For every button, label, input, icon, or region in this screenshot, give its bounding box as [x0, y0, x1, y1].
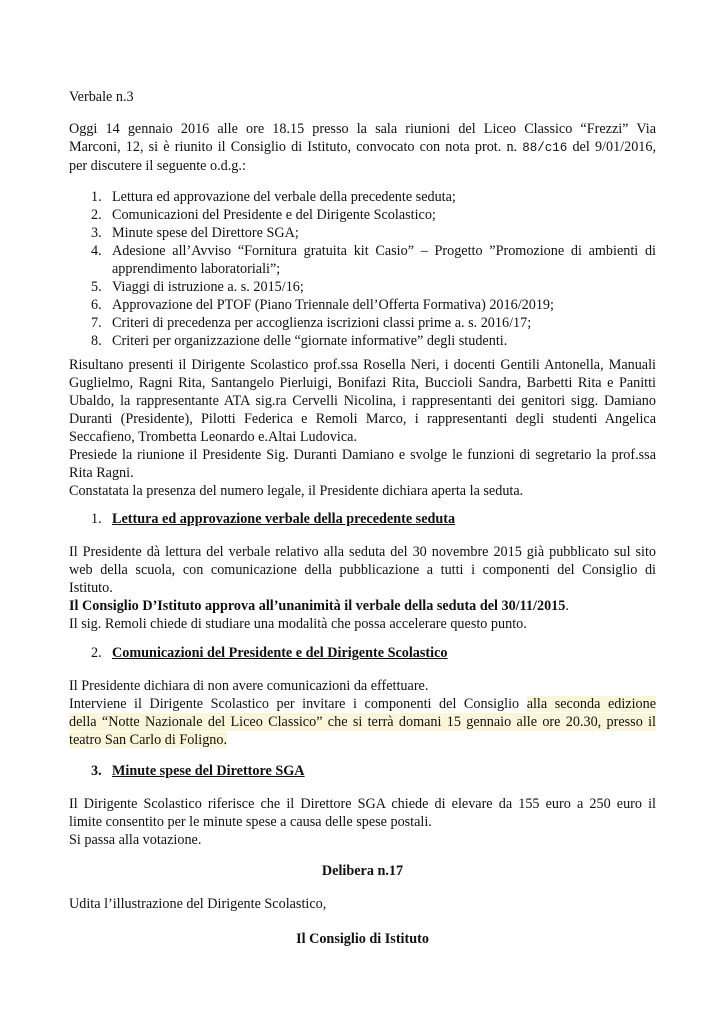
agenda-item: 1. Lettura ed approvazione del verbale della precedente seduta; — [91, 189, 456, 205]
agenda-item: 4. Adesione all’Avviso “Fornitura gratuita kit Casio” – Progetto ”Promozione di ambienti di apprendimento laboratoriali”; — [91, 243, 656, 277]
delibera-intro: Udita l’illustrazione del Dirigente Scolastico, — [69, 896, 327, 912]
attendance-line: Constatata la presenza del numero legale, il Presidente dichiara aperta la seduta. — [69, 483, 524, 499]
agenda-item: 3. Minute spese del Direttore SGA; — [91, 225, 299, 241]
section-title: Lettura ed approvazione verbale della precedente seduta — [112, 511, 456, 527]
highlighted-text: alla seconda edizione — [526, 696, 657, 712]
document-title: Verbale n.3 — [69, 89, 134, 105]
section-title: Comunicazioni del Presidente e del Dirigente Scolastico — [112, 645, 448, 661]
intro-line: Oggi 14 gennaio 2016 alle ore 18.15 presso la sala riunioni del Liceo Classico “Frezzi” Via — [69, 121, 656, 137]
section-1-paragraph: Il Presidente dà lettura del verbale relativo alla seduta del 30 novembre 2015 già pubblicato sul sito web della scuola, con comunicazione della pubblicazione a tutti i componenti del Consiglio di Istituto. Il Consiglio D’Istituto approva all’unanimità il verbale della seduta del 30/11/2015. Il sig. Remoli chiede di studiare una modalità che possa accelerare questo punto. — [69, 544, 656, 632]
section-2-paragraph: Il Presidente dichiara di non avere comunicazioni da effettuare. Interviene il Dirigente Scolastico per invitare i componenti del Consiglio alla seconda edizione della “Notte Nazionale del Liceo Classico” che si terrà domani 15 gennaio alle ore 20.30, presso il teatro San Carlo di Foligno. — [69, 678, 657, 748]
prot-number: 88/c16 — [522, 141, 568, 155]
attendance-line: Rita Ragni. — [69, 465, 134, 481]
attendance-line: Ubaldo, la rappresentante ATA sig.ra Cervelli Nicolina, i rappresentanti dei genitori sigg. Damiano — [69, 393, 656, 409]
approval-line: Il Consiglio D’Istituto approva all’unanimità il verbale della seduta del 30/11/2015. — [69, 598, 569, 614]
highlighted-text: teatro San Carlo di Foligno. — [69, 732, 228, 748]
document-page: Verbale n.3 Oggi 14 gennaio 2016 alle ore 18.15 presso la sala riunioni del Liceo Classico “Frezzi” Via Marconi, 12, si è riunito il Consiglio di Istituto, convocato con nota prot. n. 88/c16 del 9/01/2016, per discutere il seguente o.d.g.: 1. Lettura ed approvazione del verbale della precedente seduta; 2. Comunicazioni del Presidente e del Dirigente Scolastico; 3. Minute spese del Direttore SGA; 4. Adesione all’Avviso “Fornitura gratuita kit Casio” – Progetto ”Promozione di ambienti di apprendimento laboratoriali”; 5. Viaggi di istruzione a. s. 2015/16; 6. Approvazione del PTOF (Piano Triennale dell’Offerta Formativa) 2016/2019; 7. Criteri di precedenza per accoglienza iscrizioni classi prime a. s. 2016/17; 8. Criteri per organizzazione delle “giornate informative” degli studenti. Risultano presenti il Dirigente Scolastico prof.ssa Rosella Neri, i docenti Gentili Antonella, Manuali Guglielmo, Ragni Rita, Santangelo Pierluigi, Bonifazi Rita, Buccioli Sandra, Barbetti Rita e Panitti Ubaldo, la rappresentante ATA sig.ra Cervelli Nicolina, i rappresentanti dei genitori sigg. Damiano Duranti (Presidente), Pilotti Federica e Remoli Marco, i rappresentanti degli studenti Angelica Seccafieno, Trombetta Leonardo e.Altai Ludovica. Presiede la riunione il Presidente Sig. Duranti Damiano e svolge le funzioni di segretario la prof.ssa Rita Ragni. Constatata la presenza del numero legale, il Presidente dichiara aperta la seduta. 1. Lettura ed approvazione verbale della precedente seduta Il Presidente dà lettura del verbale relativo alla seduta del 30 novembre 2015 già pubblicato sul sito web della scuola, con comunicazione della pubblicazione a tutti i componenti del Consiglio di Istituto. Il Consiglio D’Istituto approva all’unanimità il verbale della seduta del 30/11/2015. Il sig. Remoli chiede di studiare una modalità che possa accelerare questo punto. 2. Comunicazioni del Presidente e del Dirigente Scolastico Il Presidente dichiara di non avere comunicazioni da effettuare. Interviene il Dirigente Scolastico per invitare i componenti del Consiglio alla seconda edizione della “Notte Nazionale del Liceo Classico” che si terrà domani 15 gennaio alle ore 20.30, presso il teatro San Carlo di Foligno. 3. Minute spese del Direttore SGA Il Dirigente Scolastico riferisce che il Direttore SGA chiede di elevare da 155 euro a 250 euro il limite consentito per le minute spese a causa delle spese postali. Si passa alla votazione. Delibera n.17 Udita l’illustrazione del Dirigente Scolastico, Il Consiglio di Istituto — [69, 89, 657, 947]
attendance-line: Risultano presenti il Dirigente Scolastico prof.ssa Rosella Neri, i docenti Gentili Antonella, Manuali — [69, 357, 656, 373]
agenda-item: 7. Criteri di precedenza per accoglienza iscrizioni classi prime a. s. 2016/17; — [91, 315, 532, 331]
section-3-paragraph: Il Dirigente Scolastico riferisce che il Direttore SGA chiede di elevare da 155 euro a 250 euro il limite consentito per le minute spese a causa delle spese postali. Si passa alla votazione. — [69, 796, 656, 848]
agenda-list — [69, 188, 656, 350]
agenda-item: 6. Approvazione del PTOF (Piano Triennale dell’Offerta Formativa) 2016/2019; — [91, 297, 554, 313]
council-heading: Il Consiglio di Istituto — [296, 931, 429, 947]
attendance-line: Guglielmo, Ragni Rita, Santangelo Pierluigi, Bonifazi Rita, Buccioli Sandra, Barbetti Rita e Panitti — [69, 375, 656, 391]
attendance-line: Duranti (Presidente), Pilotti Federica e Remoli Marco, i rappresentanti degli studenti Angelica — [69, 411, 656, 427]
agenda-item: 8. Criteri per organizzazione delle “giornate informative” degli studenti. — [91, 333, 508, 349]
intro-line: per discutere il seguente o.d.g.: — [69, 158, 246, 174]
intro-paragraph — [69, 120, 656, 175]
agenda-item: 2. Comunicazioni del Presidente e del Dirigente Scolastico; — [91, 207, 436, 223]
attendance-paragraph — [69, 356, 656, 500]
highlighted-text: della “Notte Nazionale del Liceo Classico” che si terrà domani 15 gennaio alle ore 20.30, presso il — [69, 714, 656, 730]
intro-line: Marconi, 12, si è riunito il Consiglio di Istituto, convocato con nota prot. n. 88/c16 del 9/01/2016, — [69, 139, 657, 155]
attendance-line: Seccafieno, Trombetta Leonardo e.Altai Ludovica. — [69, 429, 357, 445]
agenda-item: 5. Viaggi di istruzione a. s. 2015/16; — [91, 279, 304, 295]
attendance-line: Presiede la riunione il Presidente Sig. Duranti Damiano e svolge le funzioni di segretario la prof.ssa — [69, 447, 656, 463]
delibera-title: Delibera n.17 — [321, 863, 404, 879]
section-title: Minute spese del Direttore SGA — [112, 763, 305, 779]
